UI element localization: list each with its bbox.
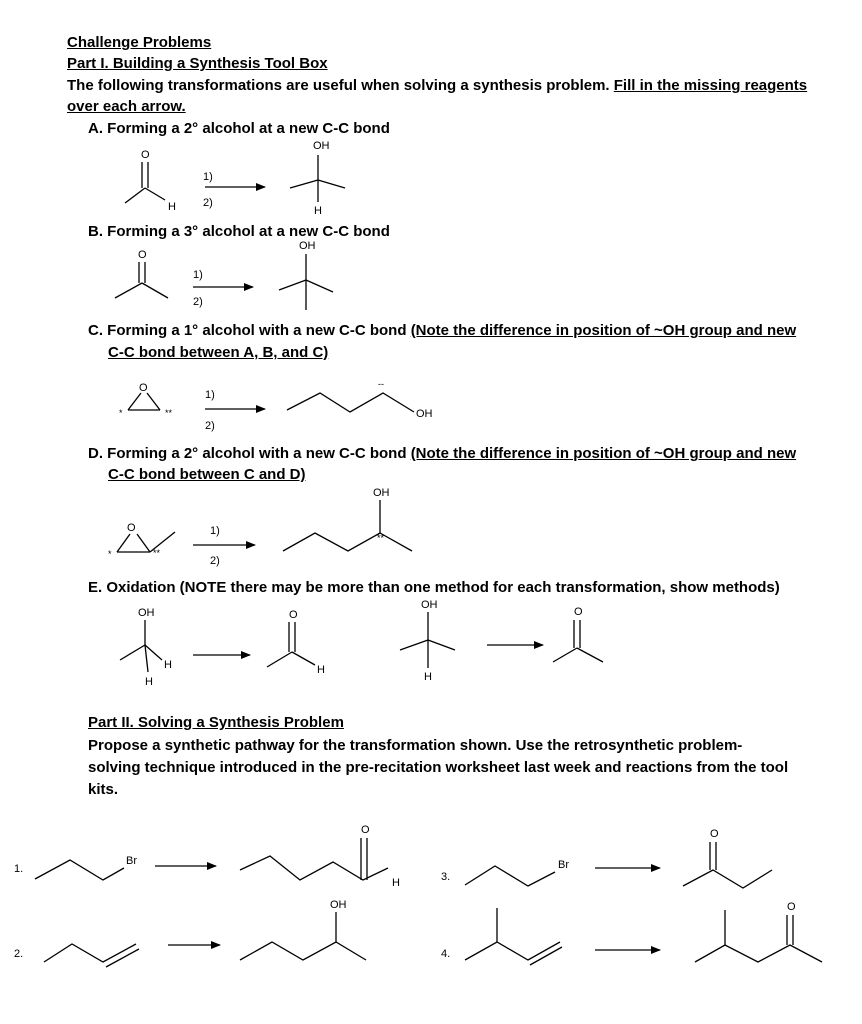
d-reagent-step-1: 1) bbox=[210, 525, 220, 537]
b-hydroxyl-label: OH bbox=[299, 240, 316, 252]
section-a-title: A. Forming a 2° alcohol at a new C-C bond bbox=[88, 120, 390, 137]
b-reagent-step-2: 2) bbox=[193, 296, 203, 308]
c-reaction-arrow bbox=[205, 389, 265, 432]
section-c-note: (Note the difference in position of ~OH group and new bbox=[410, 322, 797, 339]
c-carbon-mark-single: * bbox=[119, 408, 123, 418]
problem-1-oxygen-label: O bbox=[361, 824, 370, 836]
c-reagent-step-1: 1) bbox=[205, 389, 215, 401]
d-product-secondary-alcohol bbox=[283, 487, 412, 551]
e-reactant1-hydroxyl-label: OH bbox=[138, 607, 155, 619]
section-d-title-text: D. Forming a 2° alcohol with a new C-C bond bbox=[88, 445, 411, 462]
d-reaction-arrow bbox=[193, 525, 255, 567]
e-reactant-isopropanol bbox=[400, 599, 455, 683]
e-product2-oxygen-label: O bbox=[574, 606, 583, 618]
part1-heading: Part I. Building a Synthesis Tool Box bbox=[67, 55, 328, 72]
a-methine-h-label: H bbox=[314, 205, 322, 217]
e-product1-oxygen-label: O bbox=[289, 609, 298, 621]
section-b-title: B. Forming a 3° alcohol at a new C-C bond bbox=[88, 223, 390, 240]
part2-line3: kits. bbox=[88, 781, 119, 798]
c-reactant-epoxide bbox=[119, 382, 173, 418]
e-product-acetone bbox=[553, 606, 603, 662]
d-epoxide-oxygen-label: O bbox=[127, 522, 136, 534]
page-title: Challenge Problems bbox=[67, 34, 212, 51]
intro-emphasis: Fill in the missing reagents bbox=[613, 77, 808, 94]
b-reagent-step-1: 1) bbox=[193, 269, 203, 281]
c-carbon-mark-double: ** bbox=[165, 408, 173, 418]
c-product-primary-alcohol bbox=[287, 379, 433, 420]
section-e-title: E. Oxidation (NOTE there may be more than one method for each transformation, show methods) bbox=[88, 579, 780, 596]
problem-4-oxygen-label: O bbox=[787, 901, 796, 913]
section-d-note: (Note the difference in position of ~OH group and new bbox=[410, 445, 797, 462]
c-epoxide-oxygen-label: O bbox=[139, 382, 148, 394]
problem-2-product-pentanol bbox=[240, 899, 366, 960]
problem-3-product-butanone bbox=[683, 828, 772, 888]
e-product1-h-label: H bbox=[317, 664, 325, 676]
problem-4-reactant-methylbutene bbox=[465, 908, 562, 965]
part2-heading: Part II. Solving a Synthesis Problem bbox=[88, 714, 344, 731]
d-reactant-epoxide bbox=[108, 522, 175, 559]
part2-line2: solving technique introduced in the pre-recitation worksheet last week and reactions from the tool bbox=[88, 759, 789, 776]
a-aldehyde-h-label: H bbox=[168, 201, 176, 213]
e-reactant2-h-label: H bbox=[424, 671, 432, 683]
d-reagent-step-2: 2) bbox=[210, 555, 220, 567]
d-carbon-mark-single: * bbox=[108, 549, 112, 559]
problem-1-aldehyde-h-label: H bbox=[392, 877, 400, 889]
section-c-note-cont: C-C bond between A, B, and C) bbox=[108, 344, 329, 361]
problem-1-bromine-label: Br bbox=[126, 855, 137, 867]
a-hydroxyl-label: OH bbox=[313, 140, 330, 152]
problem-1-reactant-propyl-bromide bbox=[35, 855, 137, 880]
problem-3-number: 3. bbox=[441, 871, 451, 883]
a-reagent-step-2: 2) bbox=[203, 197, 213, 209]
problem-1-number: 1. bbox=[14, 863, 24, 875]
e-reactant2-hydroxyl-label: OH bbox=[421, 599, 438, 611]
b-reactant-acetone bbox=[115, 249, 168, 298]
b-oxygen-label: O bbox=[138, 249, 147, 261]
b-product-tertiary-alcohol bbox=[279, 240, 333, 310]
problem-4-product-methylpentanone bbox=[695, 901, 822, 962]
d-carbon-mark-double: ** bbox=[153, 548, 161, 558]
c-reagent-step-2: 2) bbox=[205, 420, 215, 432]
c-product-mark: -- bbox=[378, 379, 384, 389]
a-oxygen-label: O bbox=[141, 149, 150, 161]
problem-2-hydroxyl-label: OH bbox=[330, 899, 347, 911]
e-reactant1-h2-label: H bbox=[145, 676, 153, 688]
d-product-mark: ** bbox=[377, 533, 385, 543]
problem-2-reactant-butene bbox=[44, 944, 139, 967]
e-reactant1-h1-label: H bbox=[164, 659, 172, 671]
problem-4-number: 4. bbox=[441, 948, 451, 960]
a-reactant-acetaldehyde bbox=[125, 149, 176, 213]
e-reactant-ethanol bbox=[120, 607, 172, 688]
c-hydroxyl-label: OH bbox=[416, 408, 433, 420]
intro-line2: over each arrow. bbox=[67, 98, 186, 115]
part2-line1: Propose a synthetic pathway for the transformation shown. Use the retrosynthetic problem- bbox=[88, 737, 743, 754]
a-reagent-step-1: 1) bbox=[203, 171, 213, 183]
b-reaction-arrow bbox=[193, 269, 253, 308]
intro-text: The following transformations are useful when solving a synthesis problem. bbox=[67, 77, 614, 94]
problem-2-number: 2. bbox=[14, 948, 24, 960]
problem-3-reactant-propyl-bromide bbox=[465, 859, 569, 886]
e-product-acetaldehyde bbox=[267, 609, 325, 676]
d-hydroxyl-label: OH bbox=[373, 487, 390, 499]
a-reaction-arrow bbox=[203, 171, 265, 209]
section-d-note-cont: C-C bond between C and D) bbox=[108, 466, 306, 483]
section-c-title-text: C. Forming a 1° alcohol with a new C-C bond bbox=[88, 322, 411, 339]
problem-3-oxygen-label: O bbox=[710, 828, 719, 840]
a-product-secondary-alcohol bbox=[290, 140, 345, 217]
problem-1-product-pentanal bbox=[240, 824, 400, 889]
problem-3-bromine-label: Br bbox=[558, 859, 569, 871]
